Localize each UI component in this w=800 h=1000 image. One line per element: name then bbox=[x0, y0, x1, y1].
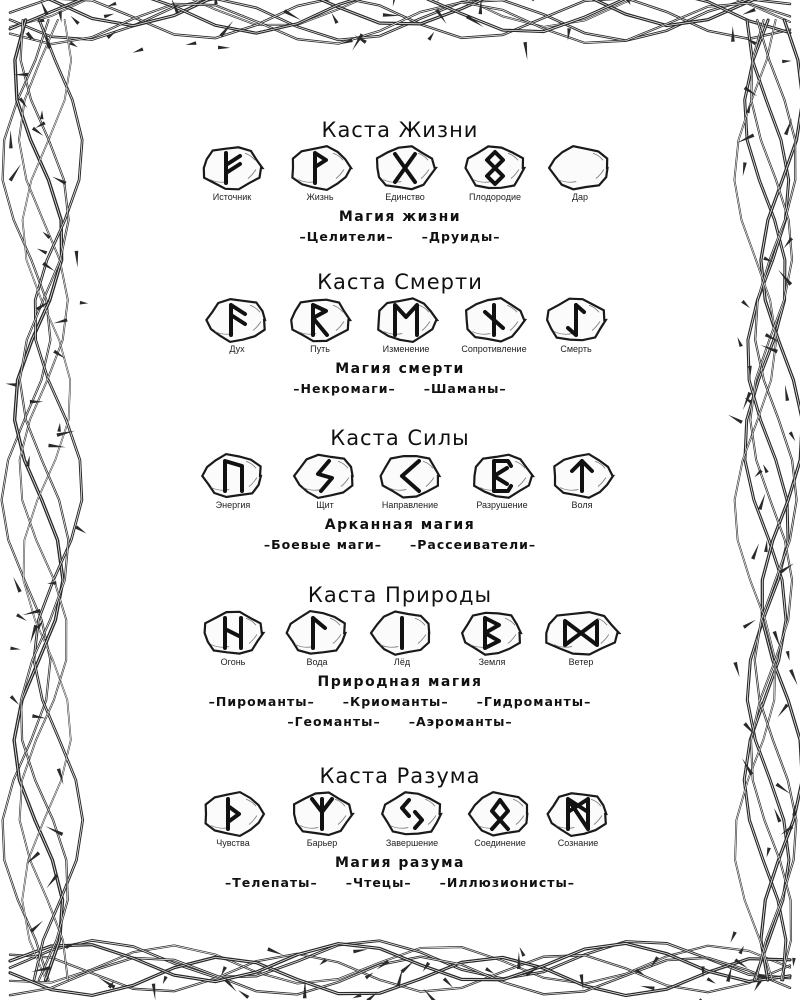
role-name: –Аэроманты– bbox=[408, 714, 513, 729]
tiwaz-rune-icon bbox=[549, 452, 615, 502]
stone-outline bbox=[378, 298, 437, 342]
rune-label: Сопротивление bbox=[461, 344, 527, 354]
rune-item bbox=[366, 296, 446, 354]
role-list bbox=[0, 712, 800, 732]
rune-item bbox=[540, 144, 620, 202]
role-name: –Чтецы– bbox=[345, 875, 412, 890]
rune-label: Чувства bbox=[216, 838, 250, 848]
rune-item bbox=[285, 452, 365, 510]
rune-label: Дар bbox=[571, 192, 589, 202]
rune-row bbox=[0, 452, 800, 514]
eihwaz-rune-icon bbox=[543, 296, 609, 346]
rune-label: Жизнь bbox=[306, 192, 334, 202]
role-list bbox=[0, 535, 800, 555]
rune-row bbox=[0, 609, 800, 671]
rune-label: Лёд bbox=[393, 657, 411, 667]
caste-nature bbox=[0, 581, 800, 732]
wunjo-rune-icon bbox=[287, 144, 353, 194]
caste-mind bbox=[0, 762, 800, 893]
rune-label: Источник bbox=[212, 192, 252, 202]
caste-death bbox=[0, 268, 800, 399]
stone-outline bbox=[549, 146, 607, 189]
stone-outline bbox=[206, 299, 265, 342]
rune-label: Путь bbox=[310, 344, 330, 354]
rune-label: Смерть bbox=[560, 344, 592, 354]
rune-item bbox=[452, 609, 532, 667]
rune-item bbox=[372, 790, 452, 848]
rune-label: Воля bbox=[571, 500, 593, 510]
kenaz-rune-icon bbox=[377, 452, 443, 502]
role-name: –Пироманты– bbox=[208, 694, 315, 709]
rune-item bbox=[460, 790, 540, 848]
caste-life bbox=[0, 116, 800, 247]
perthro-rune-icon bbox=[469, 452, 535, 502]
isa-rune-icon bbox=[369, 609, 435, 659]
role-list bbox=[0, 873, 800, 893]
berkano-rune-icon bbox=[459, 609, 525, 659]
rune-item bbox=[193, 609, 273, 667]
rune-item bbox=[193, 790, 273, 848]
rune-label: Барьер bbox=[306, 838, 338, 848]
rune-item bbox=[370, 452, 450, 510]
rune-item bbox=[193, 452, 273, 510]
role-name: –Криоманты– bbox=[342, 694, 449, 709]
magic-type: Магия разума bbox=[335, 855, 465, 871]
rune-row bbox=[0, 296, 800, 358]
caste-title: Каста Разума bbox=[319, 764, 481, 788]
role-list bbox=[0, 227, 800, 247]
thurisaz-rune-icon bbox=[200, 790, 266, 840]
rune-item bbox=[541, 609, 621, 667]
rune-label: Ветер bbox=[568, 657, 594, 667]
rune-label: Направление bbox=[381, 500, 439, 510]
nauthiz-rune-icon bbox=[461, 296, 527, 346]
fehu-rune-icon bbox=[199, 144, 265, 194]
algiz-rune-icon bbox=[289, 790, 355, 840]
ansuz-rune-icon bbox=[204, 296, 270, 346]
dagaz-rune-icon bbox=[541, 609, 621, 659]
rune-item bbox=[362, 609, 442, 667]
role-name: –Некромаги– bbox=[293, 381, 396, 396]
stone-outline bbox=[292, 146, 351, 190]
rune-item bbox=[455, 144, 535, 202]
laguz-rune-icon bbox=[284, 609, 350, 659]
stone-outline bbox=[382, 792, 441, 834]
blank-rune-icon bbox=[547, 144, 613, 194]
role-name: –Боевые маги– bbox=[263, 537, 382, 552]
rune-label: Земля bbox=[478, 657, 506, 667]
rune-label: Щит bbox=[316, 500, 334, 510]
rune-item bbox=[542, 452, 622, 510]
caste-title: Каста Силы bbox=[330, 426, 470, 450]
rune-label: Разрушение bbox=[476, 500, 528, 510]
stone-outline bbox=[469, 792, 527, 835]
stone-outline bbox=[206, 792, 264, 836]
rune-label: Изменение bbox=[382, 344, 430, 354]
rune-label: Вода bbox=[306, 657, 328, 667]
stone-outline bbox=[291, 300, 350, 342]
ehwaz-rune-icon bbox=[373, 296, 439, 346]
raidho-rune-icon bbox=[287, 296, 353, 346]
hagalaz-rune-icon bbox=[200, 609, 266, 659]
rune-item bbox=[365, 144, 445, 202]
role-name: –Друиды– bbox=[421, 229, 501, 244]
mannaz-rune-icon bbox=[545, 790, 611, 840]
rune-label: Плодородие bbox=[469, 192, 521, 202]
rune-row bbox=[0, 144, 800, 206]
stone-outline bbox=[381, 456, 440, 497]
rune-label: Энергия bbox=[215, 500, 251, 510]
stone-outline bbox=[202, 454, 261, 497]
rune-label: Дух bbox=[229, 344, 245, 354]
rune-item bbox=[282, 790, 362, 848]
role-name: –Телепаты– bbox=[224, 875, 318, 890]
jera-rune-icon bbox=[379, 790, 445, 840]
rune-item bbox=[192, 144, 272, 202]
othala-rune-icon bbox=[467, 790, 533, 840]
role-name: –Гидроманты– bbox=[476, 694, 592, 709]
role-list bbox=[0, 379, 800, 399]
role-name: –Геоманты– bbox=[287, 714, 381, 729]
sowilo-rune-icon bbox=[292, 452, 358, 502]
rune-item bbox=[277, 609, 357, 667]
rune-item bbox=[280, 296, 360, 354]
rune-item bbox=[536, 296, 616, 354]
role-name: –Целители– bbox=[299, 229, 394, 244]
rune-label: Соединение bbox=[474, 838, 526, 848]
stone-outline bbox=[287, 611, 346, 654]
rune-item bbox=[280, 144, 360, 202]
rune-label: Завершение bbox=[385, 838, 439, 848]
rune-label: Сознание bbox=[557, 838, 599, 848]
magic-type: Магия жизни bbox=[338, 209, 462, 225]
rune-label: Единство bbox=[385, 192, 425, 202]
caste-title: Каста Смерти bbox=[317, 270, 483, 294]
role-name: –Шаманы– bbox=[423, 381, 507, 396]
rune-item bbox=[197, 296, 277, 354]
magic-type: Природная магия bbox=[317, 674, 483, 690]
magic-type: Арканная магия bbox=[324, 517, 476, 533]
role-list bbox=[0, 692, 800, 712]
rune-label: Огонь bbox=[220, 657, 246, 667]
rune-item bbox=[538, 790, 618, 848]
caste-title: Каста Природы bbox=[307, 583, 493, 607]
caste-title: Каста Жизни bbox=[321, 118, 479, 142]
rune-item bbox=[454, 296, 534, 354]
ingwaz-rune-icon bbox=[462, 144, 528, 194]
rune-row bbox=[0, 790, 800, 852]
magic-type: Магия смерти bbox=[335, 361, 465, 377]
rune-item bbox=[462, 452, 542, 510]
role-name: –Рассеиватели– bbox=[409, 537, 537, 552]
uruz-rune-icon bbox=[200, 452, 266, 502]
caste-power bbox=[0, 424, 800, 555]
gebo-rune-icon bbox=[372, 144, 438, 194]
role-name: –Иллюзионисты– bbox=[439, 875, 576, 890]
